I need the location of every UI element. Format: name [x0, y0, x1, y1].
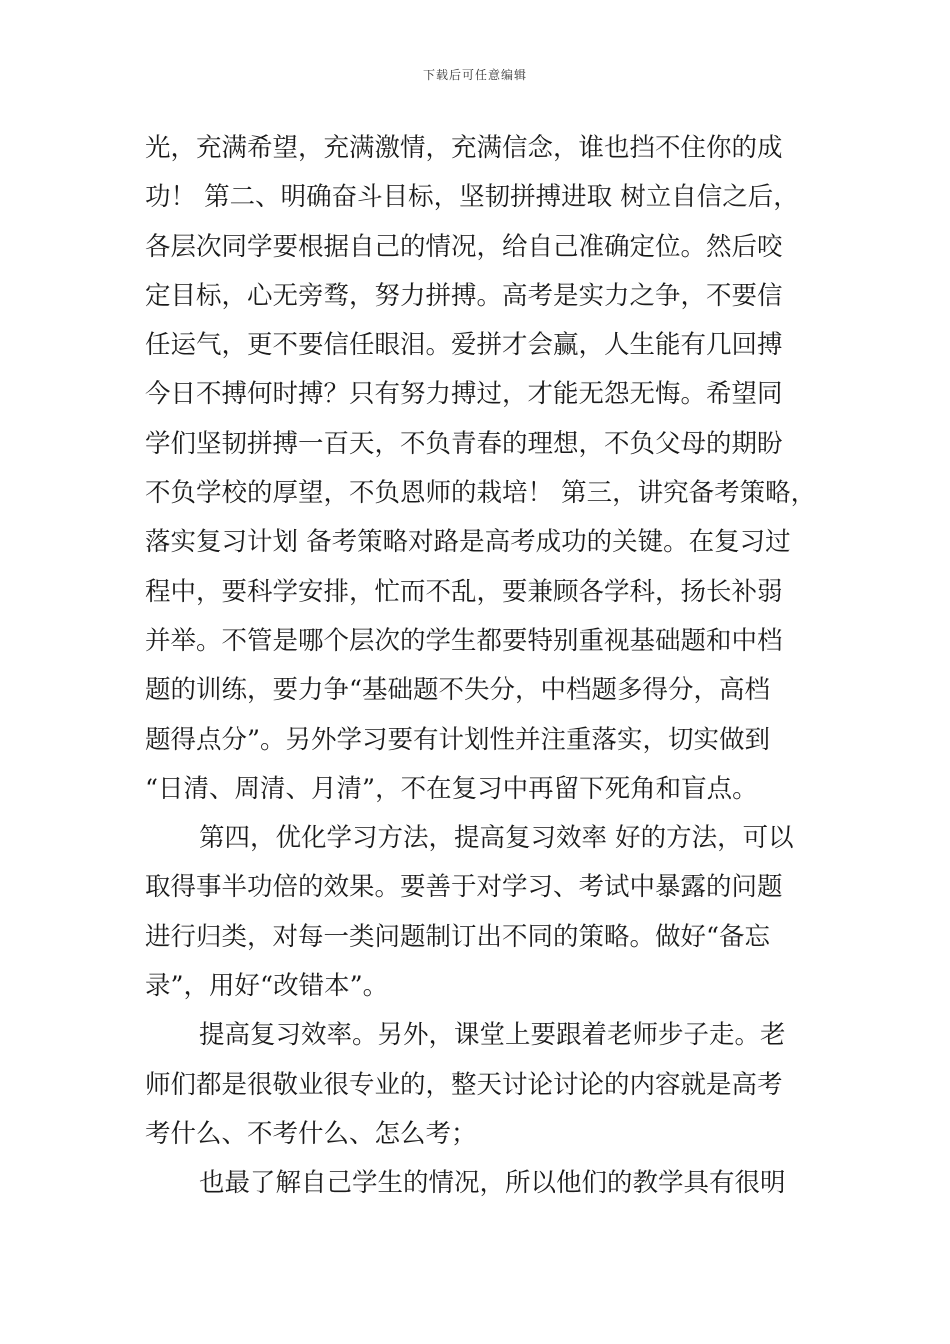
- text-line: 任运气，更不要信任眼泪。爱拼才会赢，人生能有几回搏: [145, 330, 783, 361]
- text-line: 各层次同学要根据自己的情况，给自己准确定位。然后咬: [145, 231, 783, 262]
- text-line: 提高复习效率。另外，课堂上要跟着老师步子走。老: [199, 1020, 786, 1051]
- text-line: 取得事半功倍的效果。要善于对学习、考试中暴露的问题: [145, 872, 783, 903]
- text-line: “日清、周清、月清”，不在复习中再留下死角和盲点。: [145, 773, 758, 804]
- text-line: 今日不搏何时搏？只有努力搏过，才能无怨无悔。希望同: [145, 379, 783, 410]
- document-body: [145, 124, 825, 1209]
- text-line: 程中，要科学安排，忙而不乱，要兼顾各学科，扬长补弱: [145, 576, 783, 607]
- text-line: 定目标，心无旁骛，努力拼搏。高考是实力之争，不要信: [145, 280, 783, 311]
- text-line: 题得点分”。另外学习要有计划性并注重落实，切实做到: [145, 724, 771, 755]
- text-line: 也最了解自己学生的情况，所以他们的教学具有很明: [199, 1168, 786, 1199]
- text-line: 并举。不管是哪个层次的学生都要特别重视基础题和中档: [145, 625, 783, 656]
- text-line: 进行归类，对每一类问题制订出不同的策略。做好“备忘: [145, 921, 771, 952]
- text-line: 考什么、不考什么、怎么考；: [145, 1118, 477, 1149]
- text-line: 师们都是很敬业很专业的，整天讨论讨论的内容就是高考: [145, 1069, 783, 1100]
- text-line: 落实复习计划 备考策略对路是高考成功的关键。在复习过: [145, 527, 791, 558]
- text-line: 题的训练，要力争“基础题不失分，中档题多得分，高档: [145, 675, 771, 706]
- page-header: 下载后可任意编辑: [422, 68, 527, 82]
- text-line: 学们坚韧拼搏一百天，不负青春的理想，不负父母的期盼: [145, 428, 783, 459]
- text-line: 录”，用好“改错本”。: [145, 971, 389, 1002]
- text-line: 光，充满希望，充满激情，充满信念，谁也挡不住你的成: [145, 133, 783, 163]
- text-line: 不负学校的厚望，不负恩师的栽培！ 第三，讲究备考策略，: [145, 478, 817, 509]
- text-line: 第四，优化学习方法，提高复习效率 好的方法，可以: [199, 823, 794, 854]
- text-line: 功！ 第二、明确奋斗目标，坚韧拼搏进取 树立自信之后，: [145, 182, 799, 213]
